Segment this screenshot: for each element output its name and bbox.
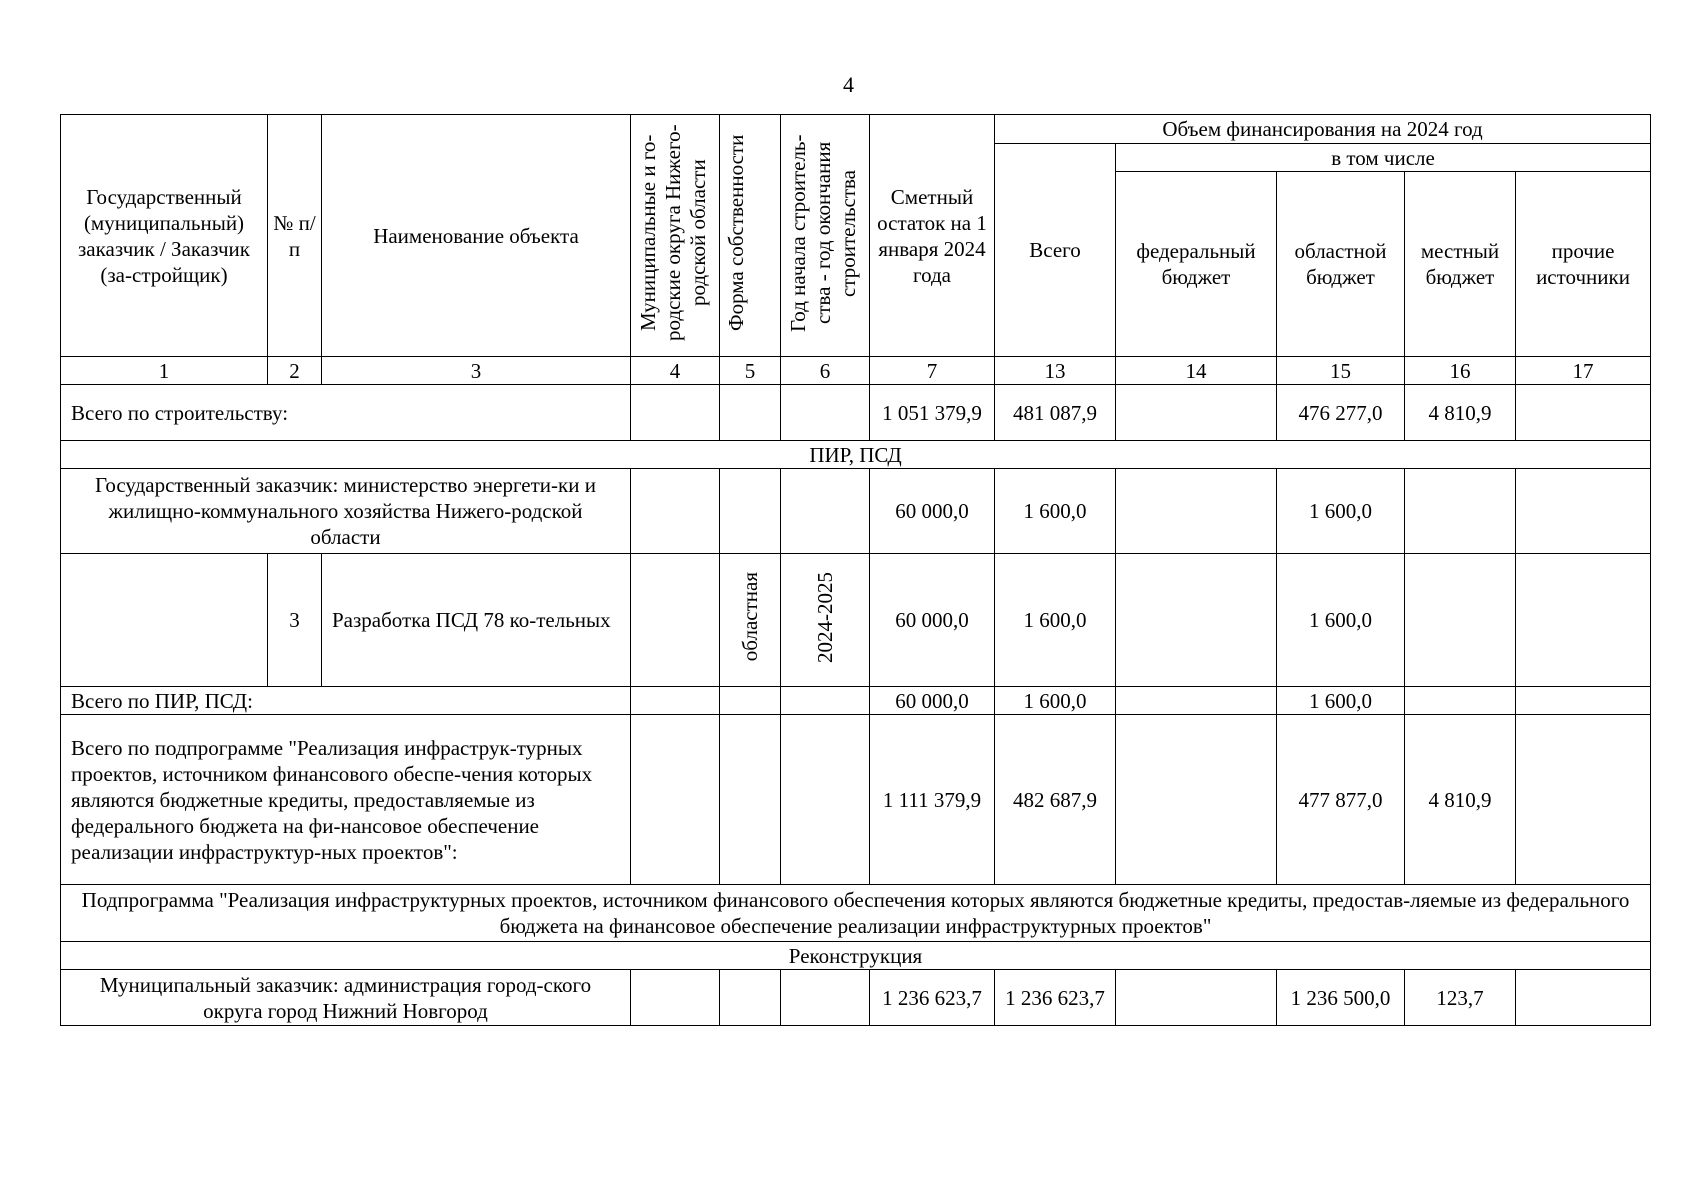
subprogram-total-row — [61, 715, 1651, 885]
subprogram-total-sum: 482 687,9 — [995, 715, 1116, 885]
header-ownership — [720, 115, 781, 357]
col-num-4: 4 — [631, 357, 720, 385]
pir-total-regional: 1 600,0 — [1277, 687, 1405, 715]
state-customer-total: 1 600,0 — [995, 469, 1116, 554]
col-num-6: 6 — [781, 357, 870, 385]
psd-object-name: Разработка ПСД 78 ко-тельных — [322, 554, 631, 687]
psd-object-estimate: 60 000,0 — [870, 554, 995, 687]
col-num-3: 3 — [322, 357, 631, 385]
reconstruction-section-title: Реконструкция — [61, 942, 1651, 970]
col-num-14: 14 — [1116, 357, 1277, 385]
pir-total-row — [61, 687, 1651, 715]
header-municipal-text: Муниципальные и го-родские округа Нижего-родской области — [636, 124, 710, 341]
municipal-customer-regional: 1 236 500,0 — [1277, 970, 1405, 1026]
header-other: прочие источники — [1516, 172, 1651, 357]
header-object-name: Наименование объекта — [322, 115, 631, 357]
pir-total-estimate: 60 000,0 — [870, 687, 995, 715]
subprogram-total-regional: 477 877,0 — [1277, 715, 1405, 885]
municipal-customer-estimate: 1 236 623,7 — [870, 970, 995, 1026]
header-total: Всего — [995, 144, 1116, 357]
header-including: в том числе — [1116, 144, 1651, 172]
subprogram-title: Подпрограмма "Реализация инфраструктурных проектов, источником финансового обеспечения которых являются бюджетные кредиты, предостав-ляемые из федерального бюджета на финансовое обеспечение реализации инфраструктурных проектов" — [61, 885, 1651, 942]
col-num-16: 16 — [1405, 357, 1516, 385]
subprogram-total-label: Всего по подпрограмме "Реализация инфраструк-турных проектов, источником финансового обеспе-чения которых являются бюджетные кредиты, предоставляемые из федерального бюджета на фи-нансовое обеспечение реализации инфраструктур-ных проектов": — [61, 715, 631, 885]
construction-total-regional: 476 277,0 — [1277, 385, 1405, 441]
pir-total-label: Всего по ПИР, ПСД: — [61, 687, 631, 715]
col-num-2: 2 — [268, 357, 322, 385]
header-ownership-text: Форма собственности — [724, 134, 748, 331]
state-customer-regional: 1 600,0 — [1277, 469, 1405, 554]
header-municipal-districts — [631, 115, 720, 357]
header-funding: Объем финансирования на 2024 год — [995, 115, 1651, 144]
municipal-customer-row — [61, 970, 1651, 1026]
subprogram-title-row — [61, 885, 1651, 942]
header-regional: областной бюджет — [1277, 172, 1405, 357]
header-years-text: Год начала строитель-ства - год окончания строительства — [786, 133, 860, 332]
pir-total-sum: 1 600,0 — [995, 687, 1116, 715]
psd-object-years-text: 2024-2025 — [812, 571, 837, 663]
psd-object-ownership-text: областная — [737, 572, 762, 662]
col-num-5: 5 — [720, 357, 781, 385]
column-numbers-row — [61, 357, 1651, 385]
header-row-1 — [61, 115, 1651, 144]
psd-object-regional: 1 600,0 — [1277, 554, 1405, 687]
state-customer-estimate: 60 000,0 — [870, 469, 995, 554]
psd-object-ownership — [720, 554, 781, 687]
header-customer: Государственный (муниципальный) заказчик / Заказчик (за-стройщик) — [61, 115, 268, 357]
col-num-15: 15 — [1277, 357, 1405, 385]
header-estimate: Сметный остаток на 1 января 2024 года — [870, 115, 995, 357]
state-customer-label: Государственный заказчик: министерство энергети-ки и жилищно-коммунального хозяйства Нижего-родской области — [61, 469, 631, 554]
col-num-1: 1 — [61, 357, 268, 385]
header-federal: федеральный бюджет — [1116, 172, 1277, 357]
funding-table — [60, 114, 1651, 1026]
psd-object-total: 1 600,0 — [995, 554, 1116, 687]
col-num-7: 7 — [870, 357, 995, 385]
construction-total-sum: 481 087,9 — [995, 385, 1116, 441]
header-local: местный бюджет — [1405, 172, 1516, 357]
pir-section-row — [61, 441, 1651, 469]
reconstruction-section-row — [61, 942, 1651, 970]
psd-object-years — [781, 554, 870, 687]
construction-total-local: 4 810,9 — [1405, 385, 1516, 441]
header-number: № п/п — [268, 115, 322, 357]
subprogram-total-estimate: 1 111 379,9 — [870, 715, 995, 885]
psd-object-number: 3 — [268, 554, 322, 687]
state-customer-row — [61, 469, 1651, 554]
municipal-customer-label: Муниципальный заказчик: администрация город-ского округа город Нижний Новгород — [61, 970, 631, 1026]
construction-total-estimate: 1 051 379,9 — [870, 385, 995, 441]
pir-section-title: ПИР, ПСД — [61, 441, 1651, 469]
municipal-customer-local: 123,7 — [1405, 970, 1516, 1026]
col-num-17: 17 — [1516, 357, 1651, 385]
construction-total-row — [61, 385, 1651, 441]
header-years — [781, 115, 870, 357]
psd-object-row — [61, 554, 1651, 687]
col-num-13: 13 — [995, 357, 1116, 385]
construction-total-label: Всего по строительству: — [61, 385, 631, 441]
subprogram-total-local: 4 810,9 — [1405, 715, 1516, 885]
page-number: 4 — [843, 72, 854, 97]
municipal-customer-total: 1 236 623,7 — [995, 970, 1116, 1026]
